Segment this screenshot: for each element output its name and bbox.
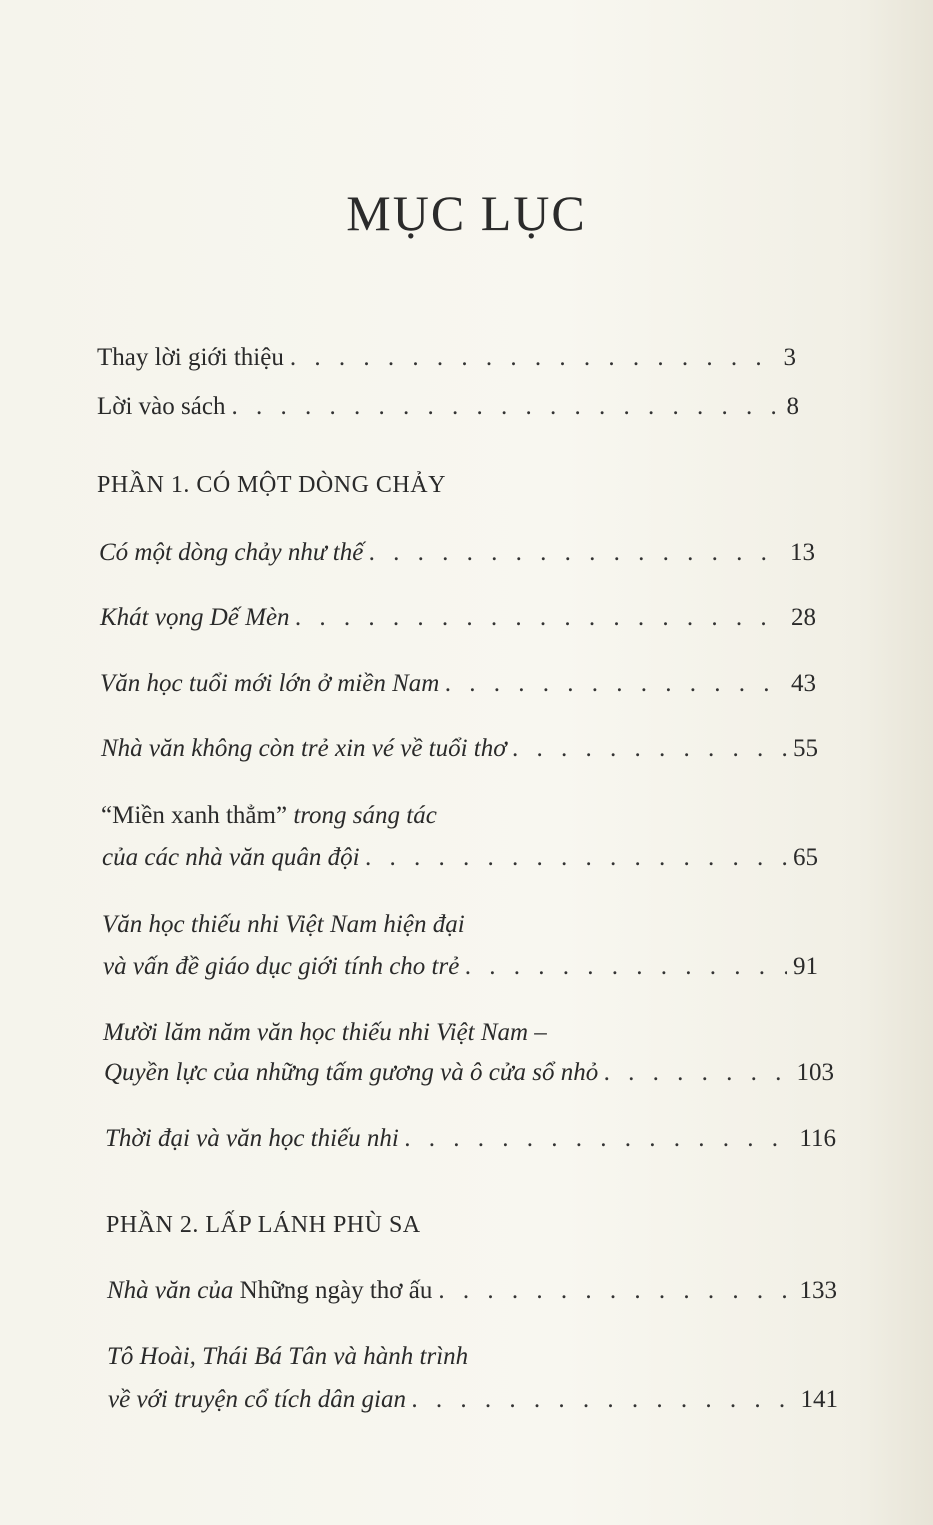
toc-entry-title: Thay lời giới thiệu <box>97 344 284 371</box>
toc-entry-title: Có một dòng chảy như thế <box>99 539 364 566</box>
toc-entry[interactable] <box>105 1124 836 1154</box>
toc-entry[interactable] <box>100 669 816 699</box>
part-heading: PHẦN 2. LẤP LÁNH PHÙ SA <box>106 1212 421 1238</box>
leader-dots <box>296 603 785 633</box>
toc-entry-title: về với truyện cổ tích dân gian <box>108 1386 406 1413</box>
toc-entry-title: Khát vọng Dế Mèn <box>100 604 290 631</box>
toc-entry[interactable] <box>102 843 818 873</box>
toc-entry[interactable] <box>97 343 796 373</box>
leader-dots <box>604 1058 790 1088</box>
leader-dots <box>412 1385 795 1415</box>
toc-entry-page: 91 <box>793 953 818 980</box>
leader-dots <box>366 843 787 873</box>
leader-dots <box>369 538 784 568</box>
leader-dots <box>445 669 785 699</box>
toc-entry-title: của các nhà văn quân đội <box>102 844 360 871</box>
toc-entry-title: Văn học tuổi mới lớn ở miền Nam <box>100 670 440 697</box>
toc-entry-title-line1: Văn học thiếu nhi Việt Nam hiện đại <box>102 911 465 938</box>
toc-entry[interactable] <box>100 603 816 633</box>
toc-entry[interactable] <box>107 1276 837 1306</box>
toc-entry-title: Nhà văn không còn trẻ xin vé về tuổi thơ <box>101 735 507 762</box>
leader-dots <box>465 952 787 982</box>
toc-entry-page: 141 <box>800 1386 838 1413</box>
toc-entry-title-line1: Tô Hoài, Thái Bá Tân và hành trình <box>107 1343 469 1370</box>
toc-entry-page: 8 <box>786 393 799 420</box>
toc-entry-title: và vấn đề giáo dục giới tính cho trẻ <box>103 953 460 980</box>
leader-dots <box>290 343 778 373</box>
part-heading: PHẦN 1. CÓ MỘT DÒNG CHẢY <box>97 472 446 498</box>
toc-entry-page: 13 <box>790 539 815 566</box>
toc-entry-page: 103 <box>796 1059 834 1086</box>
toc-entry[interactable] <box>103 952 818 982</box>
toc-entry-title: Nhà văn của Những ngày thơ ấu <box>107 1277 433 1304</box>
leader-dots <box>231 392 780 422</box>
page-title: MỤC LỤC <box>346 184 587 241</box>
leader-dots <box>438 1276 793 1306</box>
toc-entry-title: Lời vào sách <box>97 393 226 420</box>
toc-entry-page: 65 <box>793 844 818 871</box>
toc-entry[interactable] <box>104 1058 834 1088</box>
toc-entry-title-line1: Mười lăm năm văn học thiếu nhi Việt Nam – <box>103 1019 547 1046</box>
toc-entry-page: 3 <box>783 344 796 371</box>
toc-entry-page: 55 <box>793 735 818 762</box>
toc-entry-page: 116 <box>799 1125 836 1152</box>
toc-entry[interactable] <box>108 1385 838 1415</box>
leader-dots <box>405 1124 794 1154</box>
toc-entry-title-line1: “Miền xanh thẳm” trong sáng tác <box>101 802 437 829</box>
toc-entry-title: Quyền lực của những tấm gương và ô cửa sổ nhỏ <box>104 1059 599 1086</box>
toc-entry-page: 43 <box>791 670 816 697</box>
toc-entry-title: Thời đại và văn học thiếu nhi <box>105 1125 399 1152</box>
toc-entry-page: 28 <box>791 604 816 631</box>
toc-entry[interactable] <box>101 734 818 764</box>
toc-entry-page: 133 <box>799 1277 837 1304</box>
toc-entry[interactable] <box>97 392 799 422</box>
toc-entry[interactable] <box>99 538 815 568</box>
leader-dots <box>513 734 787 764</box>
